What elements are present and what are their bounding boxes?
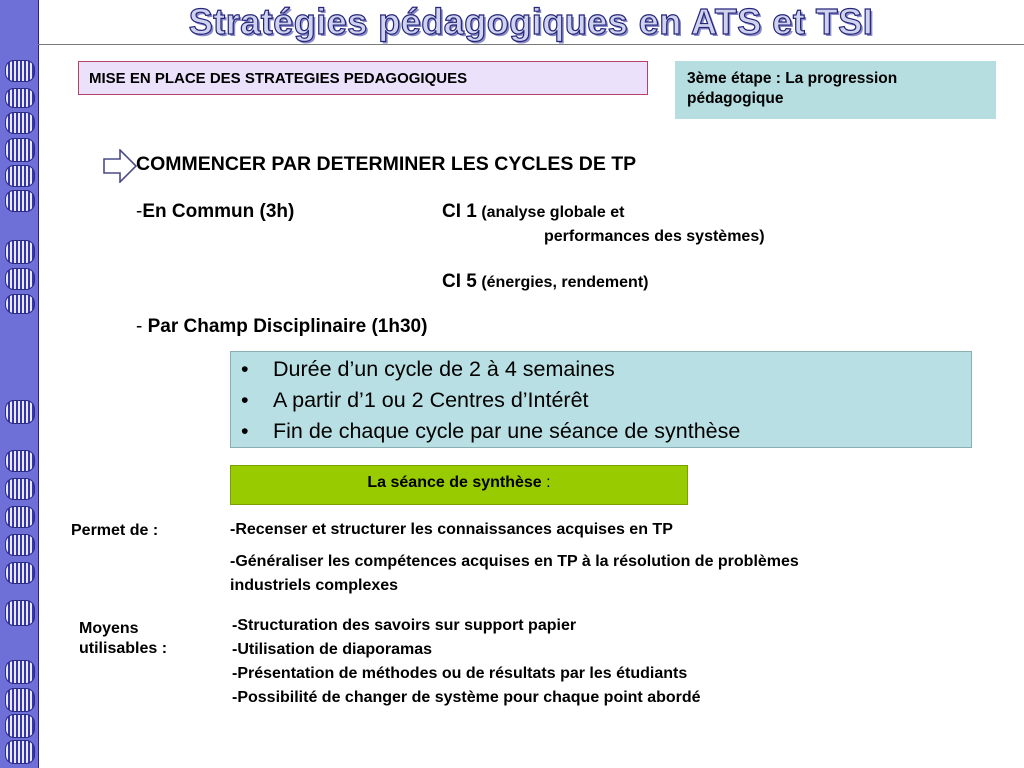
list-item-text: Durée d’un cycle de 2 à 4 semaines [273, 357, 615, 381]
sidebar-decoration [5, 506, 35, 528]
synthese-label: La séance de synthèse [367, 474, 542, 491]
ci1-note: (analyse globale et [481, 204, 625, 221]
sidebar-decoration [5, 450, 35, 472]
sidebar-decoration [5, 165, 35, 187]
champ-dash: - [136, 316, 143, 337]
moyens-list [232, 614, 701, 710]
bullet: • [241, 357, 249, 381]
permet-line-2 [230, 550, 799, 598]
sidebar-decoration [5, 688, 35, 712]
decorative-sidebar [0, 0, 39, 768]
sidebar-decoration [5, 190, 35, 212]
sidebar-decoration [5, 660, 35, 684]
list-item: -Possibilité de changer de système pour chaque point abordé [232, 689, 701, 706]
sidebar-decoration [5, 294, 35, 314]
sidebar-decoration [5, 88, 35, 108]
list-item: -Présentation de méthodes ou de résultats par les étudiants [232, 665, 688, 682]
permet-line-1: -Recenser et structurer les connaissances acquises en TP [230, 521, 673, 538]
sidebar-decoration [5, 112, 35, 134]
sidebar-decoration [5, 600, 35, 626]
ci1-note-continued: performances des systèmes) [544, 228, 765, 245]
sidebar-decoration [5, 534, 35, 556]
commun-dash: - [136, 201, 143, 222]
title-divider [38, 44, 1024, 45]
cycles-info-box [230, 351, 972, 448]
moyens-label [79, 619, 167, 659]
list-item: -Structuration des savoirs sur support papier [232, 617, 577, 634]
list-item [241, 354, 971, 385]
list-item-text: Fin de chaque cycle par une séance de synthèse [273, 419, 741, 443]
sidebar-decoration [5, 714, 35, 738]
section-title-box: MISE EN PLACE DES STRATEGIES PEDAGOGIQUES [78, 61, 648, 95]
commun-label: En Commun (3h) [142, 201, 295, 222]
moyens-label-line-2: utilisables : [79, 640, 168, 657]
ci1-entry [442, 201, 624, 223]
page-title: Stratégies pédagogiques en ATS et TSI [188, 1, 874, 42]
sidebar-decoration [5, 60, 35, 82]
list-item [241, 416, 971, 447]
synthese-box [230, 465, 688, 505]
sidebar-decoration [5, 562, 35, 584]
champ-label: Par Champ Disciplinaire (1h30) [147, 316, 428, 337]
list-item: -Utilisation de diaporamas [232, 641, 433, 658]
permet-label: Permet de : [71, 522, 159, 539]
list-item [241, 385, 971, 416]
moyens-label-line-1: Moyens [79, 620, 139, 637]
ci5-note: (énergies, rendement) [481, 274, 649, 291]
sidebar-decoration [5, 240, 35, 264]
sidebar-decoration [5, 138, 35, 162]
bullet: • [241, 388, 249, 412]
bullet: • [241, 419, 249, 443]
sidebar-decoration [5, 268, 35, 290]
cycles-list [241, 354, 971, 447]
ci5-label: CI 5 [442, 271, 477, 292]
sidebar-decoration [5, 740, 35, 764]
sidebar-decoration [5, 400, 35, 424]
ci1-label: CI 1 [442, 201, 477, 222]
step-line-2: pédagogique [687, 90, 784, 107]
sidebar-decoration [5, 478, 35, 500]
right-arrow-icon [103, 149, 137, 183]
permet-line-2b: industriels complexes [230, 577, 399, 594]
permet-line-2a: -Généraliser les compétences acquises en TP à la résolution de problèmes [230, 553, 799, 570]
ci5-entry [442, 271, 648, 293]
step-box [675, 61, 996, 119]
list-item-text: A partir d’1 ou 2 Centres d’Intérêt [273, 388, 589, 412]
step-line-1: 3ème étape : La progression [687, 70, 898, 87]
cycles-heading: COMMENCER PAR DETERMINER LES CYCLES DE TP [136, 153, 637, 175]
synthese-colon: : [541, 474, 551, 491]
